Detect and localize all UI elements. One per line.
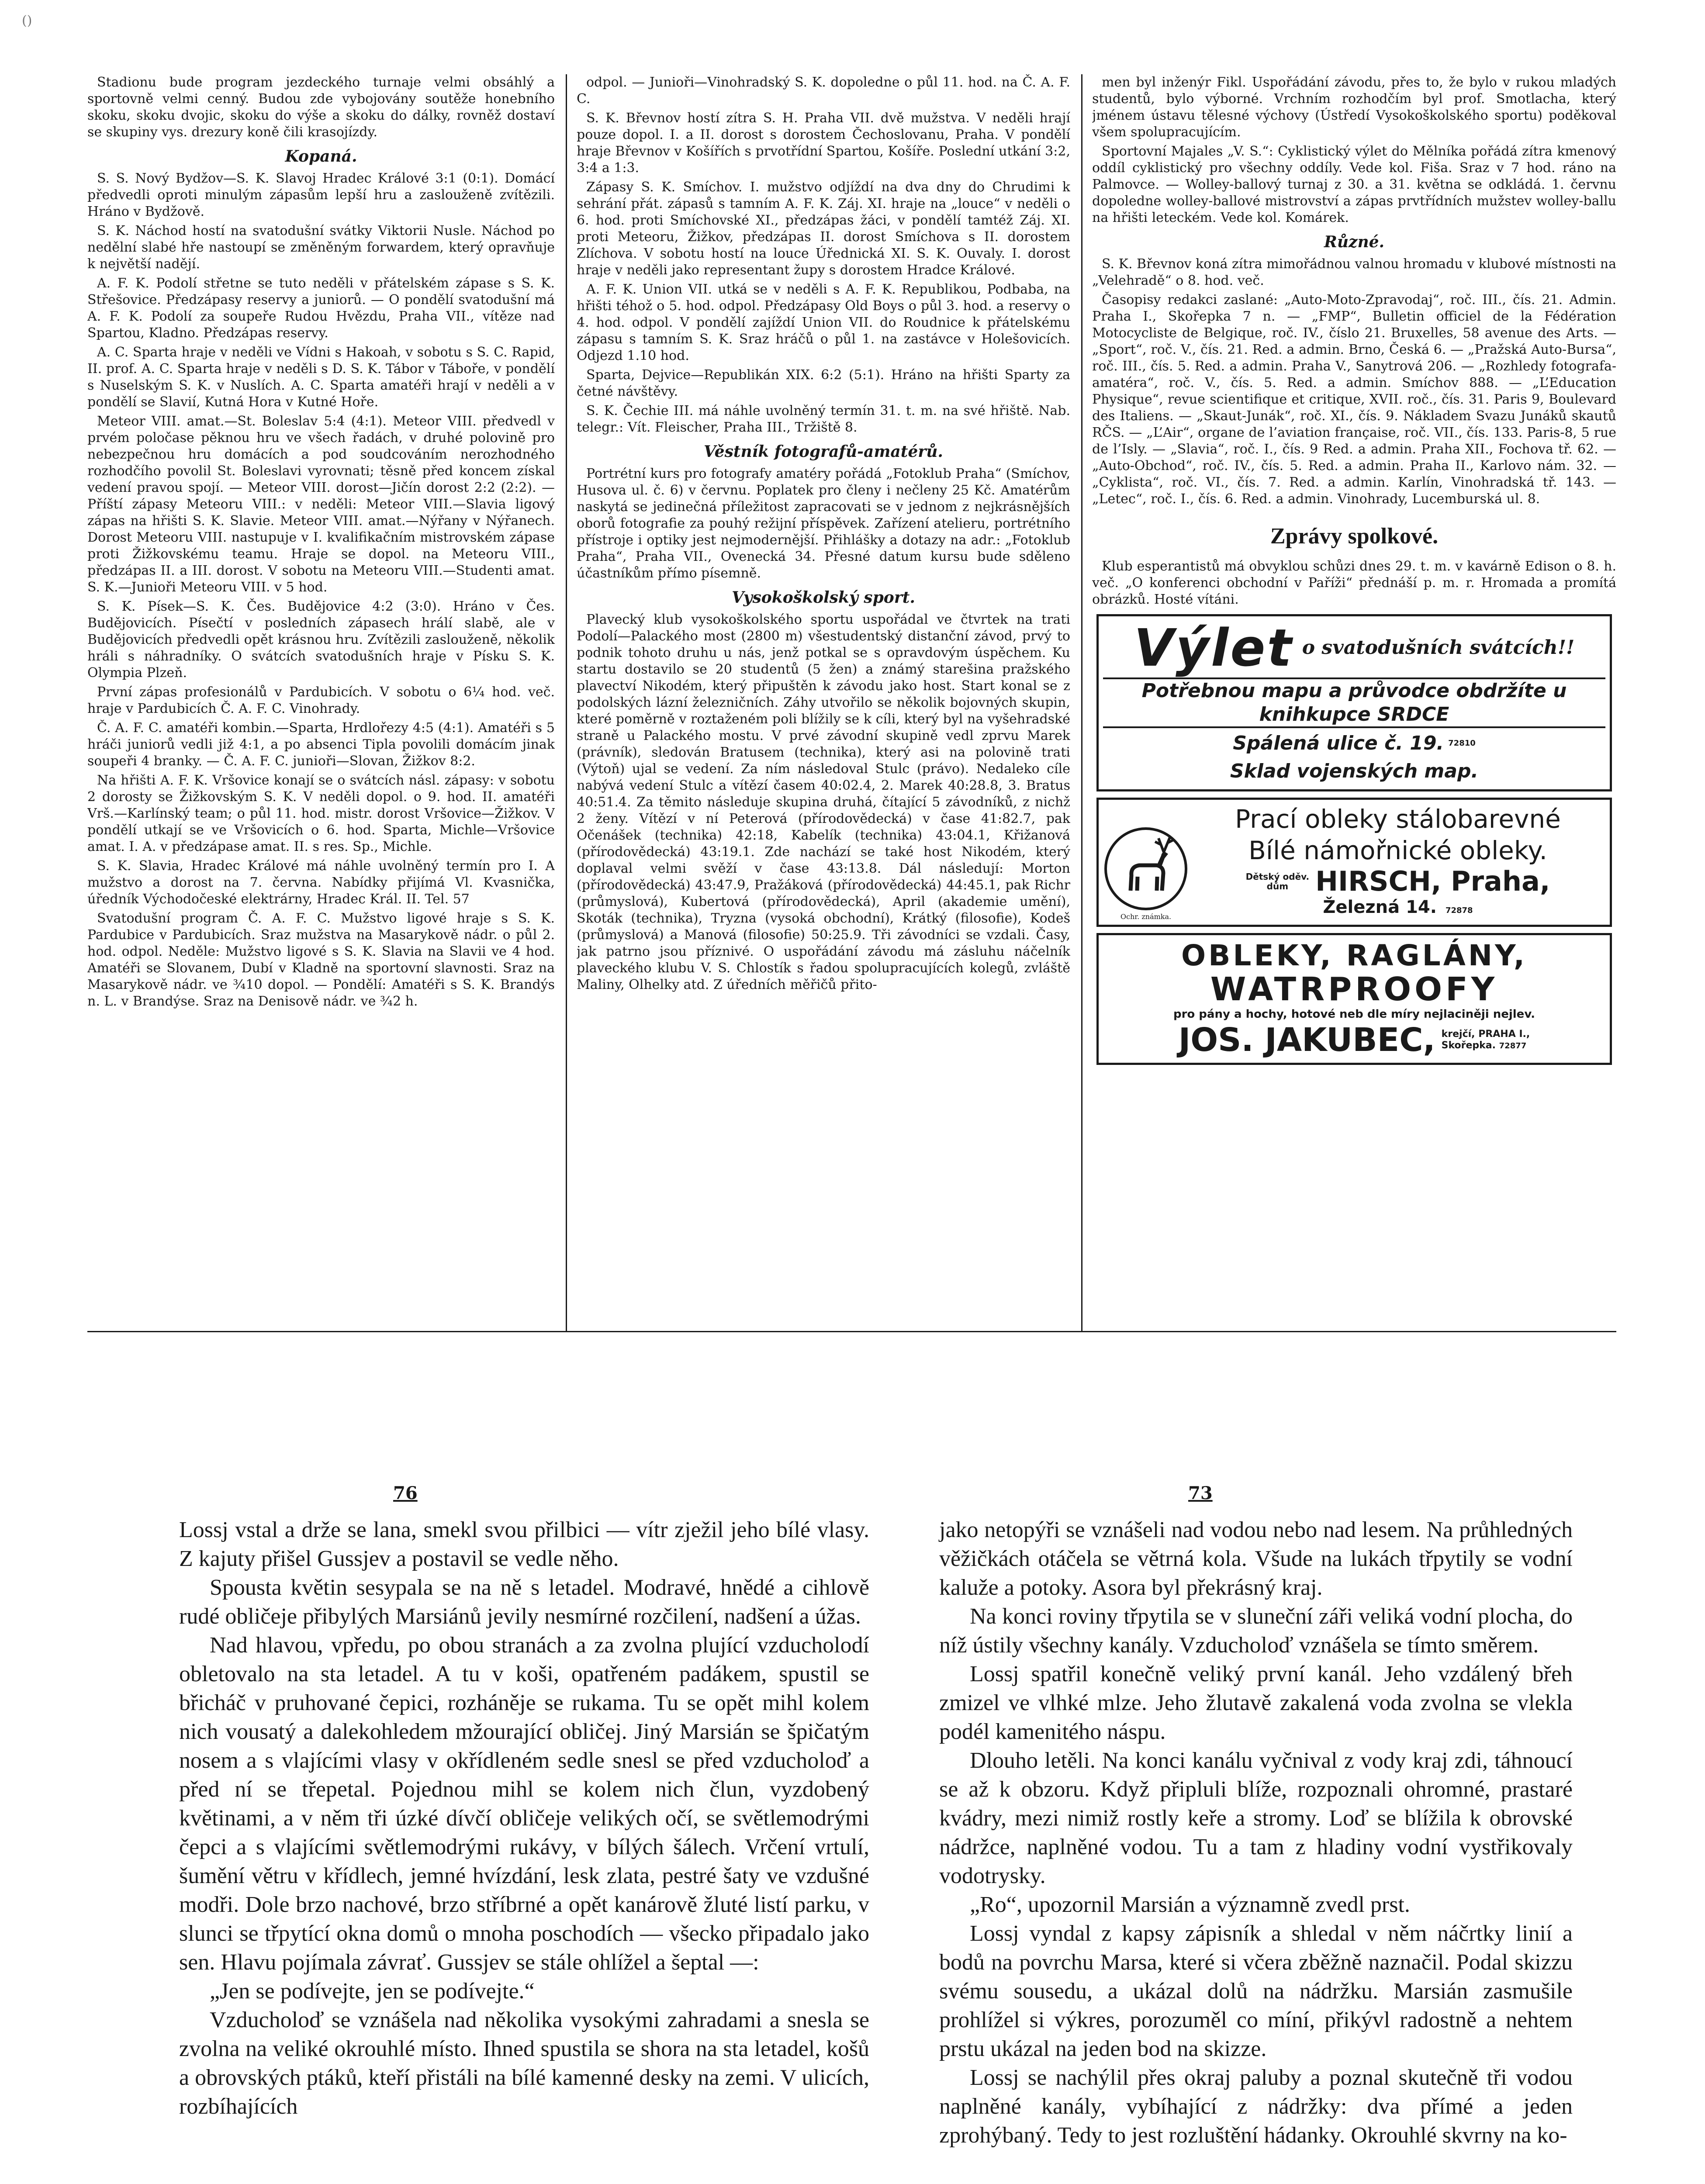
article-paragraph: Plavecký klub vysokoškolského sportu uspořádal ve čtvrtek na trati Podolí—Palackého most (2800 m) všestudentský distanční závod, prvý to podnik tohoto druhu u nás, jenž potkal se s opravdovým úspěchem. Ku startu dostavilo se 20 studentů (5 žen) a známý starešina pražského plavectví Nikodém, který připuštěn k závodu jako host. Start konal se z podolských lázní železničních. Záhy utvořilo se několik bojovných skupin, které poměrně v roztaženém poli blížily se k cíli, který byl na vyšehradské straně u Palackého mostu. V prvé závodní skupině vedl zprvu Marek (právník), sledován Bratusem (technika), který asi na polovině trati (Výtoň) ujal se vedení. Za ním následoval Stulc (právo). Nedaleko cíle nabývá vedení Stulc a vítězí časem 40:02.4, 2. Marek 40:28.8, 3. Bratus 40:51.4. Za těmito následuje skupina druhá, čítající 5 závodníků, z nichž 2 ženy. Vítězí v ní Peterová (přírodovědecká) v čase 41:82.7, pak Očenášek (technika) 42:18, Kabelík (technika) 43:04.1, Křižanová (přírodovědecká) 43:19.1. Zde nachází se také host Nikodém, který doplaval velmi svěží v čase 43:13.8. Dál následují: Morton (přírodovědecká) 43:47.9, Pražáková (přírodovědecká) 44:45.1, pak Richr (průmyslová), Kubertová (přírodovědecká), April (akademie umění), Skoták (technika), Tryzna (vysoká obchodní), Krátký (filosofie), Kodeš (průmyslová) a Manová (filosofie) 50:25.9. Tři závodníci se vzdali. Časy, jak patrno jsou příznivé. O uspořádání závodu má zásluhu náčelník plaveckého klubu V. S. Chlostík s řadou spolupracujících kolegů, zvláště Maliny, Olhelky atd. Z úředních měřičů přito- [577,612,1070,992]
advertisement-hirsch [1096,798,1612,927]
article-paragraph: Časopisy redakci zaslané: „Auto-Moto-Zpravodaj“, roč. III., čís. 21. Admin. Praha I., Skořepka 7 n. — „FMP“, Bulletin officiel de la Fédération Motocycliste de Belgique, roč. IV., číslo 21. Bruxelles, 58 avenue des Arts. — „Sport“, roč. V., čís. 21. Red. a admin. Brno, Česká 6. — „Pražská Auto-Bursa“, roč. III., čís. 5. Red. a admin. Praha V., Sanytrová 206. — „Rozhledy fotografa-amatéra“, roč. V., čís. 5. Red. a admin. Smíchov 888. — „L’Education Physique“, revue scientifique et critique, XVII. roč., čís. 31. Paris 9, Boulevard des Italiens. — „Skaut-Junák“, roč. XI., čís. 9. Nákladem Svazu Junáků skautů RČS. — „L’Air“, organe de l’aviation française, roč. VII., čís. 133. Paris-8, 5 rue de l’Isly. — „Slavia“, roč. I., čís. 9 Red. a admin. Praha XII., Fochova tř. 62. — „Auto-Obchod“, roč. IV., čís. 5. Red. a admin. Praha II., Karlovo nám. 32. — „Cyklista“, roč. VI., čís. 7. Red. a admin. Karlín, Vinohradská tř. 143. — „Letec“, roč. I., čís. 6. Red. a admin. Vinohrady, Lucemburská ul. 8. [1092,292,1616,507]
book-paragraph: Dlouho letěli. Na konci kanálu vyčnival z vody kraj zdi, táhnoucí se až k obzoru. Když připluli blíže, rozpoznali ohromné, prastaré kvádry, mezi nimiž rostly keře a stromy. Loď se blížila k obrovské nádržce, naplněné vodou. Tu a tam z hladiny vodní vystřikovaly vodotrysky. [939,1748,1573,1888]
article-paragraph: S. K. Písek—S. K. Čes. Budějovice 4:2 (3:0). Hráno v Čes. Budějovicích. Písečtí v posledních zápasech hrálí slabě, ale v Budějovicích předvedli opět krásnou hru. Zvítězili zaslouženě, několik hráli s náhradníky. O svátcích svatodušních hraje v Písku S. K. Olympia Plzeň. [87,599,555,681]
article-paragraph: S. K. Břevnov koná zítra mimořádnou valnou hromadu v klubové místnosti na „Velehradě“ o 8. hod. več. [1092,256,1616,288]
ad-company-name: HIRSCH, Praha, [1315,865,1550,897]
article-paragraph: Zápasy S. K. Smíchov. I. mužstvo odjíždí na dva dny do Chrudimi k sehrání přát. zápasů s tamním A. F. K. Záj. XI. hraje na „louce“ v neděli o 6. hod. proti Smíchovské XI., předzápas žáci, v pondělí tamtéž Záj. XI. proti Meteoru, Žižkov, předzápas II. dorost Smíchova s II. dorostem Zlíchova. V sobotu hostí na louce Úřednická XI. S. K. Ouvaly. I. dorost hraje v neděli jako representant župy s dorostem Hradce Králové. [577,180,1070,278]
article-paragraph: S. K. Čechie III. má náhle uvolněný termín 31. t. m. na své hřiště. Nab. telegr.: Vít. Fleischer, Praha III., Tržiště 8. [577,403,1070,435]
book-paragraph: jako netopýři se vznášeli nad vodou nebo nad lesem. Na průhledných věžičkách otáčela se větrná kola. Všude na lukách třpytily se vodní kaluže a potoky. Asora byl překrásný kraj. [939,1517,1573,1600]
book-paragraph: „Ro“, upozornil Marsián a významně zvedl prst. [970,1892,1410,1917]
article-paragraph: Č. A. F. C. amatéři kombin.—Sparta, Hrdlořezy 4:5 (4:1). Amatéři s 5 hráči juniorů vedli již 4:1, a po absenci Tipla povolili domácím jinak soupeři 4 branky. — Č. A. F. C. junioři—Slovan, Žižkov 8:2. [87,720,555,769]
article-paragraph: Sportovní Majales „V. S.“: Cyklistický výlet do Mělníka pořádá zítra kmenový oddíl cyklistický pro všechny oddíly. Vede kol. Fiša. Sraz v 7 hod. ráno na Palmovce. — Wolley-ballový turnaj z 30. a 31. května se odkládá. 1. červnu dopoledne wolley-ballové mistrovství a zápas prvtřídních mužstev wolley-ballu na hřišti leteckém. Vede kol. Komárek. [1092,144,1616,225]
ad-headline: Bílé námořnické obleky. [1248,836,1547,865]
column-divider [566,74,567,1332]
column-1 [87,74,555,1332]
book-paragraph: Vzducholoď se vznášela nad několika vysokými zahradami a snesla se zvolna na veliké okrouhlé místo. Ihned spustila se shora na sta letadel, košů a obrovských ptáků, kteří přistáli na bílé kamenné desky na zemi. V ulicích, rozbíhajících [179,2008,869,2119]
ad-small-text: Dětský [1245,871,1280,882]
article-paragraph: S. K. Břevnov hostí zítra S. H. Praha VII. dvě mužstva. V neděli hrají pouze dopol. I. a II. dorost s dorostem Čechoslovanu, Praha. V pondělí hraje Břevnov v Košířích s prvotřídní Spartou, Košíře. Poslední utkání 3:2, 3:4 a 1:3. [577,111,1070,176]
ad-company-name: JOS. JAKUBEC, [1178,1021,1435,1059]
ad-headline: OBLEKY, RAGLÁNY, [1181,939,1527,972]
article-paragraph: A. F. K. Union VII. utká se v neděli s A. F. K. Republikou, Podbaba, na hřišti téhož o 5. hod. odpol. Předzápasy Old Boys o půl 3. hod. a reservy o 4. hod. odpol. V pondělí zajíždí Union VII. do Roudnice k přátelskému zápasu s tamním S. K. Sraz hráčů o půl 1. na zastávce v Holešovicích. Odjezd 1.10 hod. [577,282,1070,363]
page-number-right: 73 [1188,1483,1213,1503]
book-paragraph: Lossj vstal a drže se lana, smekl svou přilbici — vítr zježil jeho bílé vlasy. Z kajuty přišel Gussjev a postavil se vedle něho. [179,1517,869,1571]
article-paragraph: A. C. Sparta hraje v neděli ve Vídni s Hakoah, v sobotu s S. C. Rapid, II. prof. A. C. Sparta hraje v neděli s D. S. K. Tábor v Táboře, v pondělí s Nuselským S. K. v Nuslích. A. C. Sparta amatéři hrají v neděli a v pondělí se Slavií, Kutná Hora v Kutné Hoře. [87,345,555,410]
ad-small-text: dům [1266,881,1289,892]
book-column-left [179,1516,869,2121]
section-heading-sport: Vysokoškolský sport. [732,588,915,607]
column-3 [1092,74,1616,1332]
section-heading-foto: Věstník fotografů-amatérů. [704,442,943,461]
ad-small-text: Skořepka. [1441,1040,1496,1051]
article-paragraph: A. F. K. Podolí střetne se tuto neděli v přátelském zápase s S. K. Střešovice. Předzápasy reservy a juniorů. — O pondělí svatodušní má A. F. K. Podolí za soupeře Rudou Hvězdu, Praha VII., vítěze nad Spartou, Kladno. Předzápas reservy. [87,276,555,341]
book-column-right [939,1516,1573,2150]
article-paragraph: men byl inženýr Fikl. Uspořádání závodu, přes to, že bylo v rukou mladých studentů, bylo výborné. Vrchním rozhodčím byl prof. Smotlacha, který jménem ústavu tělesné výchovy (Ústředí Vysokoškolského sportu) poděkoval všem spolupracujícím. [1092,75,1616,140]
book-paragraph: Lossj spatřil konečně veliký první kanál. Jeho vzdálený břeh zmizel ve vlhké mlze. Jeho žlutavě zakalená voda zvolna se vlekla podél kamenitého náspu. [939,1662,1573,1744]
punch-hole-mark: () [22,13,32,28]
book-paragraph: Nad hlavou, vpředu, po obou stranách a za zvolna plující vzducholodí obletovalo na sta letadel. A tu v koši, opatřeném padákem, spustil se břicháč v pruhované čepici, rozháněje se rukama. Tu se opět mihl kolem nich vousatý a dalekohledem mžourající obličej. Jiný Marsián se špičatým nosem a s vlajícími vlasy v okřídleném sedle snesl se před vzducholoď a před ní se třepetal. Pojednou mihl se kolem nich člun, vyzdobený květinami, a v něm tři úzké dívčí obličeje velikých očí, se světlemodrými čepci a s vlajícími světlemodrými rukávy, v bílých šálech. Vrčení vrtulí, šumění větru v křídlech, jemné hvízdání, lesk zlata, pestré šaty ve vzdušné modři. Dole brzo nachové, brzo stříbrné a opět kanárově žluté listí parku, v slunci se třpytící okna domů o mnoha poschodích — všecko připadalo jako sen. Hlavu pojímala závrať. Gussjev se stále ohlížel a šeptal —: [179,1633,869,1975]
article-paragraph: Klub esperantistů má obvyklou schůzi dnes 29. t. m. v kavárně Edison o 8. h. več. „O konferenci obchodní v Paříži“ přednáší p. m. r. Hromada a promítá obrázků. Hosté vítáni. [1092,559,1616,607]
ad-text: pro pány a hochy, hotové neb dle míry nejlaciněji nejlev. [1173,1008,1536,1021]
ad-text: Spálená ulice č. 19. $^{72810}$ [1233,732,1476,754]
book-paragraph: Lossj vyndal z kapsy zápisník a shledal v něm náčrtky linií a bodů na povrchu Marsa, které si včera zběžně naznačil. Podal skizzu svému sousedu, a ukázal dolů na nádržku. Marsián zasmušile prohlížel si výkres, porozuměl co míní, přikývl radostně a nehtem prstu ukázal na jeden bod na skizze. [939,1921,1573,2061]
ad-code: 72810 [1448,739,1476,748]
ad-small-text: krejčí, [1441,1028,1475,1040]
ad-small-text: oděv. [1283,871,1310,882]
article-paragraph: S. K. Náchod hostí na svatodušní svátky Viktorii Nusle. Náchod po nedělní slabé hře nastoupí se změněným forwardem, který opravňuje k největší nadějí. [87,223,555,272]
advertisement-vylet [1096,614,1612,791]
ad-address: Železná 14. [1323,897,1437,917]
column-divider [1081,74,1082,1332]
trademark-label: Ochr. známka. [1120,912,1172,921]
ad-small-text: PRAHA I., [1478,1028,1530,1040]
ad-code: 72877 [1499,1041,1527,1051]
article-paragraph: První zápas profesionálů v Pardubicích. V sobotu o 6¼ hod. več. hraje v Pardubicích Č. A. F. C. Vinohrady. [87,684,555,716]
book-paragraph: Na konci roviny třpytila se v sluneční záři veliká vodní plocha, do níž ústily všechny kanály. Vzducholoď vznášela se tímto směrem. [939,1604,1573,1658]
article-paragraph: Stadionu bude program jezdeckého turnaje velmi obsáhlý a sportovně velmi cenný. Budou zde vybojovány soutěže honebního skoku, skoku dvojic, skoku do výše a skoku do dálky, rovněž dostaví se skupiny vys. drezury koně čili krasojízdy. [87,75,555,140]
column-2 [577,74,1070,1332]
newspaper-section [87,74,1616,1332]
ad-headline: Výlet [1134,618,1293,678]
ad-code: 72878 [1445,906,1473,915]
ad-text: Sklad vojenských map. [1230,760,1479,782]
ad-headline: Prací obleky stálobarevné [1235,804,1561,834]
ad-subheadline: o svatodušních svátcích!! [1302,636,1575,659]
section-heading-ruzne: Různé. [1324,233,1385,251]
ad-headline: WATRPROOFY [1210,971,1498,1008]
article-paragraph: S. K. Slavia, Hradec Králové má náhle uvolněný termín pro I. A mužstvo a dorost na 7. června. Nabídky přijímá Vl. Kvasnička, úředník Východočeské elektrárny, Hradec Král. II. Tel. 57 [87,858,555,907]
article-paragraph: odpol. — Junioři—Vinohradský S. K. dopoledne o půl 11. hod. na Č. A. F. C. [577,75,1070,107]
article-paragraph: Na hřišti A. F. K. Vršovice konají se o svátcích násl. zápasy: v sobotu 2 dorosty se Žižkovským S. K. V neděli dopol. o 9. hod. II. amatéři Vrš.—Karlínský team; o půl 11. hod. mistr. dorost Vršovice—Žižkov. V pondělí utkají se ve Vršovicích o 6. hod. Sparta, Michle—Vršovice amat. I. A. v předzápase amat. II. s res. Sp., Michle. [87,773,555,854]
article-paragraph: Portrétní kurs pro fotografy amatéry pořádá „Fotoklub Praha“ (Smíchov, Husova ul. č. 6) v červnu. Poplatek pro členy i nečleny 25 Kč. Amatérům naskytá se jedinečná příležitost zapracovati se v jednom z nejkrásnějších oborů fotografie za pouhý režijní příspěvek. Zařízení atelieru, portrétního přístroje i optiky jest nejmodernější. Přihlášky a dotazy na adr.: „Fotoklub Praha“, Praha VII., Ovenecká 34. Přesné datum kursu bude sděleno účastníkům přímo písemně. [577,466,1070,581]
article-paragraph: Svatodušní program Č. A. F. C. Mužstvo ligové hraje s S. K. Pardubice v Pardubicích. Sraz mužstva na Masarykově nádr. o půl 2. hod. odpol. Neděle: Mužstvo ligové s S. K. Slavia na Slavii ve 4 hod. Amatéři se Slovanem, Dubí v Kladně na sportovní slavnosti. Sraz na Masarykově nádr. ve ¾10 dopol. — Pondělí: Amatéři s S. K. Brandýs n. L. v Brandýse. Sraz na Denisově nádr. ve ¾2 h. [87,911,555,1009]
book-paragraph: „Jen se podívejte, jen se podívejte.“ [210,1979,535,2004]
book-paragraph: Spousta květin sesypala se na ně s letadel. Modravé, hnědé a cihlově rudé obličeje přibylých Marsiánů jevily nesmírné rozčilení, nadšení a úžas. [179,1575,869,1629]
section-divider [87,1331,1616,1332]
section-heading-zpravy: Zprávy spolkové. [1270,524,1439,549]
ad-text: Potřebnou mapu a průvodce obdržíte u knihkupce SRDCE [1103,677,1605,728]
article-paragraph: S. S. Nový Bydžov—S. K. Slavoj Hradec Králové 3:1 (0:1). Domácí předvedli oproti minulým zápasům lepší hru a zaslouženě zvítězili. Hráno v Bydžově. [87,171,555,219]
article-paragraph: Meteor VIII. amat.—St. Boleslav 5:4 (4:1). Meteor VIII. předvedl v prvém poločase pěknou hru ve všech řadách, v druhé polovině pro nebezpečnou hru domácích a pod soudcováním nerozhodného rozhodčího povolil St. Boleslavi vyrovnati; těsně před koncem získal vedení pravou spojí. — Meteor VIII. dorost—Jičín dorost 2:2 (2:2). — Příští zápasy Meteoru VIII.: v neděli: Meteor VIII.—Slavia ligový zápas na hřišti S. K. Slavie. Meteor VIII. amat.—Nýřany v Nýřanech. Dorost Meteoru VIII. nastupuje v I. kvalifikačním mistrovském zápase proti Žižkovskému teamu. Hraje se dopol. na Meteoru VIII., předzápas II. a III. dorost. V sobotu na Meteoru VIII.—Studenti amat. S. K.—Junioři Meteoru VIII. v 5 hod. [87,414,555,595]
page-number-left: 76 [393,1483,418,1503]
book-paragraph: Lossj se nachýlil přes okraj paluby a poznal skutečně tři vodou naplněné kanály, vybíhající z nádržky: dva přímé a jeden zprohýbaný. Tedy to jest rozluštění hádanky. Okrouhlé skvrny na ko- [939,2065,1573,2148]
deer-logo-icon [1104,825,1187,912]
advertisement-jakubec [1096,933,1612,1065]
article-paragraph: Sparta, Dejvice—Republikán XIX. 6:2 (5:1). Hráno na hřišti Sparty za četné návštěvy. [577,367,1070,399]
section-heading-kopana: Kopaná. [285,147,357,166]
